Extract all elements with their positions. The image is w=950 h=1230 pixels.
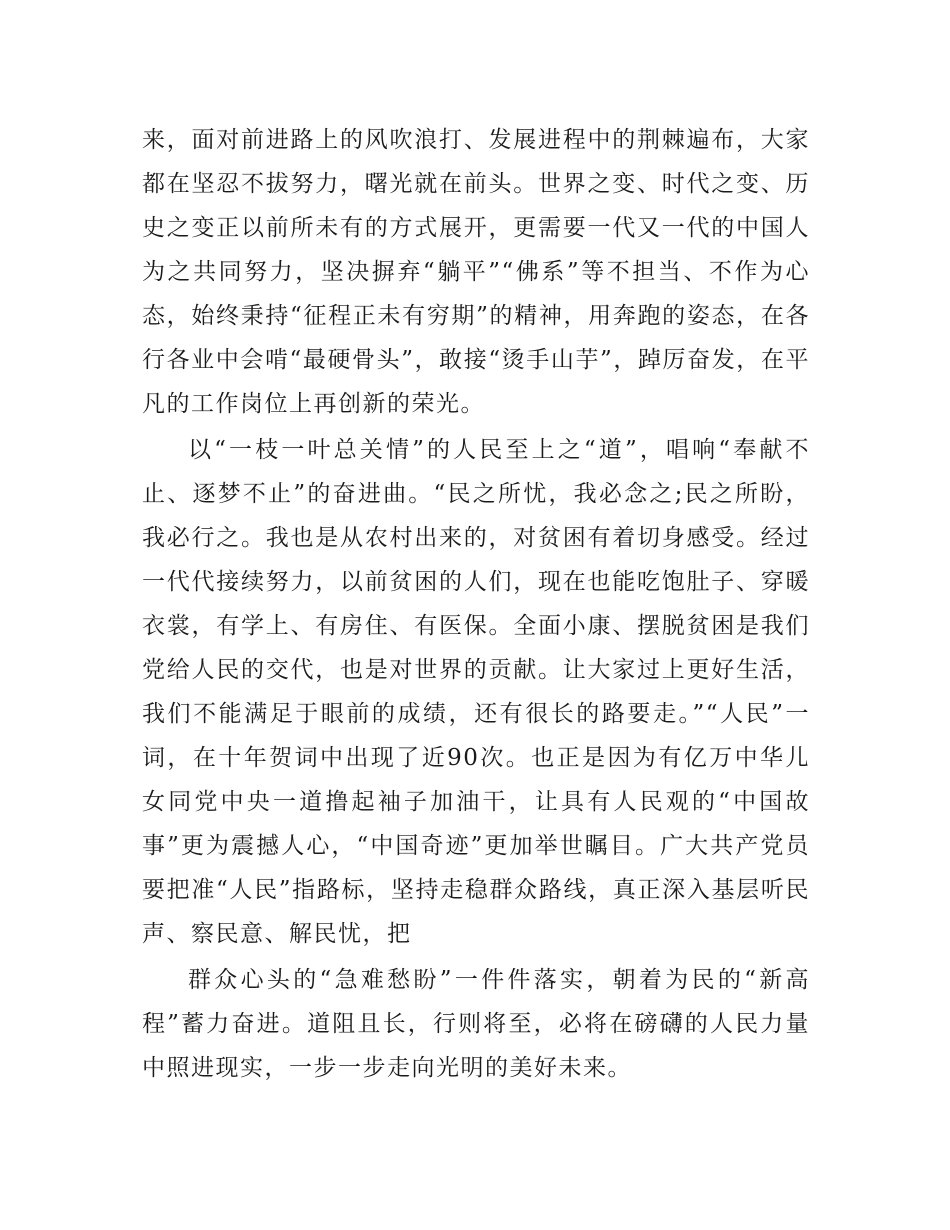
paragraph-3: 群众心头的“急难愁盼”一件件落实，朝着为民的“新高程”蓄力奋进。道阻且长，行则将至，必将在磅礴的人民力量中照进现实，一步一步走向光明的美好未来。 xyxy=(142,967,810,1081)
paragraph-1: 来，面对前进路上的风吹浪打、发展进程中的荆棘遍布，大家都在坚忍不拔努力，曙光就在前头。世界之变、时代之变、历史之变正以前所未有的方式展开，更需要一代又一代的中国人为之共同努力，坚决摒弃“躺平”“佛系”等不担当、不作为心态，始终秉持“征程正未有穷期”的精神，用奔跑的姿态，在各行各业中会啃“最硬骨头”，敢接“烫手山芋”，踔厉奋发，在平凡的工作岗位上再创新的荣光。 xyxy=(142,127,810,417)
document-body xyxy=(142,118,810,1092)
paragraph-2: 以“一枝一叶总关情”的人民至上之“道”，唱响“奉献不止、逐梦不止”的奋进曲。“民之所忧，我必念之;民之所盼，我必行之。我也是从农村出来的，对贫困有着切身感受。经过一代代接续努力，以前贫困的人们，现在也能吃饱肚子、穿暖衣裳，有学上、有房住、有医保。全面小康、摆脱贫困是我们党给人民的交代，也是对世界的贡献。让大家过上更好生活，我们不能满足于眼前的成绩，还有很长的路要走。”“人民”一词，在十年贺词中出现了近90次。也正是因为有亿万中华儿女同党中央一道撸起袖子加油干，让具有人民观的“中国故事”更为震撼人心，“中国奇迹”更加举世瞩目。广大共产党员要把准“人民”指路标，坚持走稳群众路线，真正深入基层听民声、察民意、解民忧，把 xyxy=(142,437,810,947)
